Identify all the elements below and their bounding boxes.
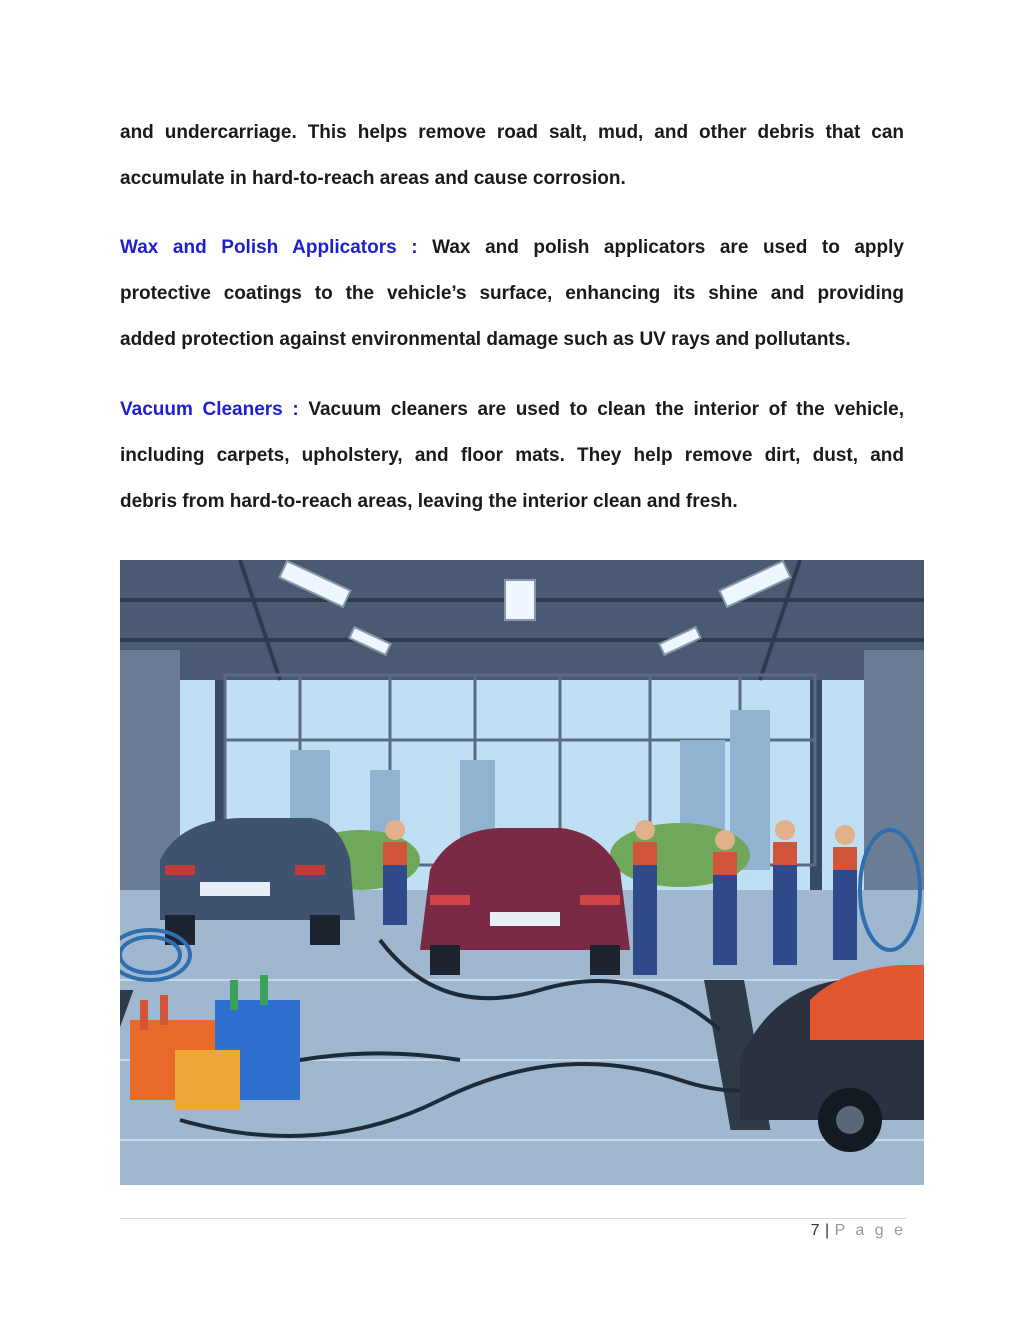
text-line: protective coatings to the vehicle’s surface, enhancing its shine and providing [120,283,904,304]
paragraph-undercarriage [120,110,904,202]
text-line: accumulate in hard-to-reach areas and cause corrosion. [120,168,626,189]
text-line: and undercarriage. This helps remove road salt, mud, and other debris that can [120,122,904,143]
page-number: 7 [810,1222,821,1239]
page-label: P a g e [834,1222,906,1239]
text-segment: Vacuum cleaners are used to clean the interior of the vehicle, [308,399,904,420]
footer-separator: | [824,1222,830,1239]
paragraph-vacuum-cleaners [120,387,904,525]
page-footer [811,1222,906,1240]
text-line-with-term [120,225,904,271]
term-wax-polish-applicators: Wax and Polish Applicators : [120,237,418,258]
text-segment: Wax and polish applicators are used to apply [432,237,904,258]
term-vacuum-cleaners: Vacuum Cleaners : [120,399,299,420]
footer-divider [120,1218,906,1219]
text-line-with-term [120,387,904,433]
text-line: added protection against environmental damage such as UV rays and pollutants. [120,329,851,350]
car-wash-illustration [120,560,924,1185]
text-line: debris from hard-to-reach areas, leaving the interior clean and fresh. [120,491,738,512]
paragraph-wax-polish [120,225,904,363]
text-line: including carpets, upholstery, and floor mats. They help remove dirt, dust, and [120,445,904,466]
